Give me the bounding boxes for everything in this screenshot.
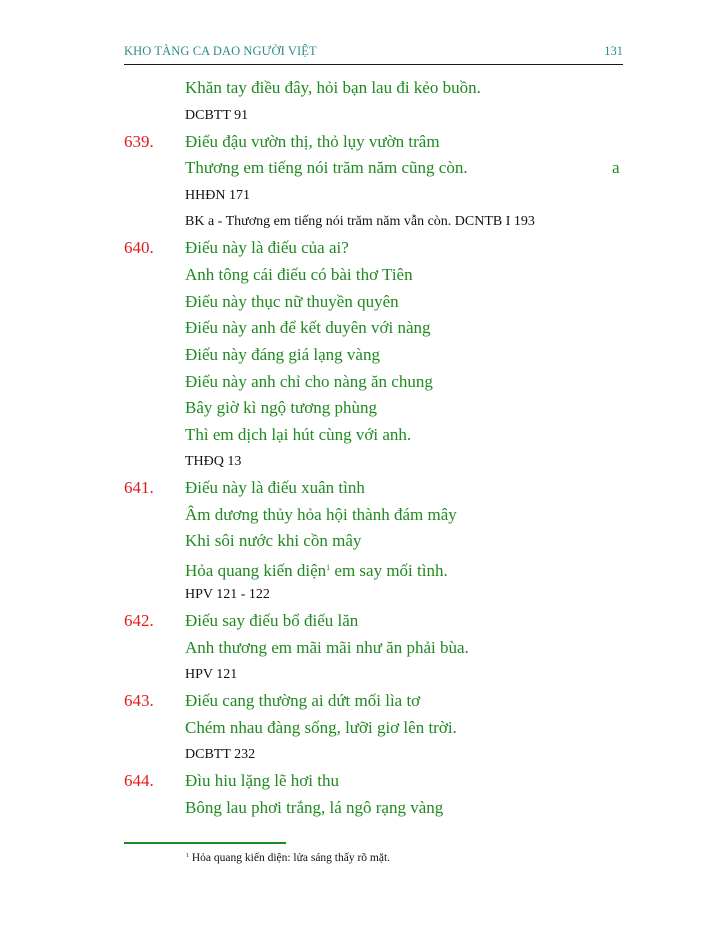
entry-number: 644. (124, 771, 154, 790)
footnote-reference[interactable]: 1 (326, 563, 331, 572)
verse-line: Bây giờ kì ngộ tương phùng (185, 398, 377, 417)
source-citation: HHĐN 171 (185, 188, 250, 203)
footnote (186, 852, 390, 864)
verse-line: Khăn tay điều đây, hỏi bạn lau đi kẻo buồn. (185, 78, 481, 97)
verse-line: Thì em dịch lại hút cùng với anh. (185, 425, 412, 444)
source-citation: HPV 121 (185, 667, 238, 682)
source-citation: DCBTT 91 (185, 108, 249, 123)
verse-line: Anh thương em mãi mãi như ăn phải bùa. (185, 638, 469, 657)
page-number: 131 (604, 44, 623, 58)
verse-line: Đìu hiu lặng lẽ hơi thu (185, 771, 339, 790)
verse-line: Điếu cang thường ai dứt mối lìa tơ (185, 691, 421, 710)
verse-line: Chém nhau đàng sống, lưỡi giơ lên trời. (185, 718, 457, 737)
variant-marker: a (612, 158, 620, 177)
verse-text: em say mối tình. (330, 561, 448, 580)
verse-line: Anh tông cái điếu có bài thơ Tiên (185, 265, 413, 284)
verse-line: Điếu này là điếu xuân tình (185, 478, 365, 497)
book-title: KHO TÀNG CA DAO NGƯỜI VIỆT (124, 44, 317, 58)
verse-line: Điếu này thục nữ thuyền quyên (185, 292, 399, 311)
verse-line: Khi sôi nước khi cồn mây (185, 531, 362, 550)
verse-line (185, 557, 448, 582)
source-citation: DCBTT 232 (185, 747, 256, 762)
running-header (124, 44, 623, 65)
source-citation: BK a - Thương em tiếng nói trăm năm vẫn còn. DCNTB I 193 (185, 214, 535, 229)
verse-line: Bông lau phơi trắng, lá ngô rạng vàng (185, 798, 444, 817)
verse-line: Điếu này đáng giá lạng vàng (185, 345, 380, 364)
footnote-marker: 1 (186, 853, 189, 859)
entry-number: 642. (124, 611, 154, 630)
source-citation: HPV 121 - 122 (185, 587, 270, 602)
source-citation: THĐQ 13 (185, 454, 242, 469)
verse-line: Điếu say điếu bổ điếu lăn (185, 611, 359, 630)
verse-line: Điếu này anh chỉ cho nàng ăn chung (185, 372, 433, 391)
entry-number: 641. (124, 478, 154, 497)
verse-line: Âm dương thủy hỏa hội thành đám mây (185, 505, 457, 524)
entry-number: 640. (124, 238, 154, 257)
entry-number: 639. (124, 132, 154, 151)
footnote-divider (124, 842, 286, 844)
verse-line: Điếu này là điếu của ai? (185, 238, 349, 257)
footnote-text: Hỏa quang kiến diện: lửa sáng thấy rõ mặt. (191, 852, 391, 864)
verse-line: Điếu này anh để kết duyên với nàng (185, 318, 431, 337)
verse-line: Điểu đậu vườn thị, thỏ lụy vườn trâm (185, 132, 440, 151)
entry-number: 643. (124, 691, 154, 710)
verse-line: Thương em tiếng nói trăm năm cũng còn. (185, 158, 468, 177)
verse-text: Hỏa quang kiến diện (185, 561, 327, 580)
